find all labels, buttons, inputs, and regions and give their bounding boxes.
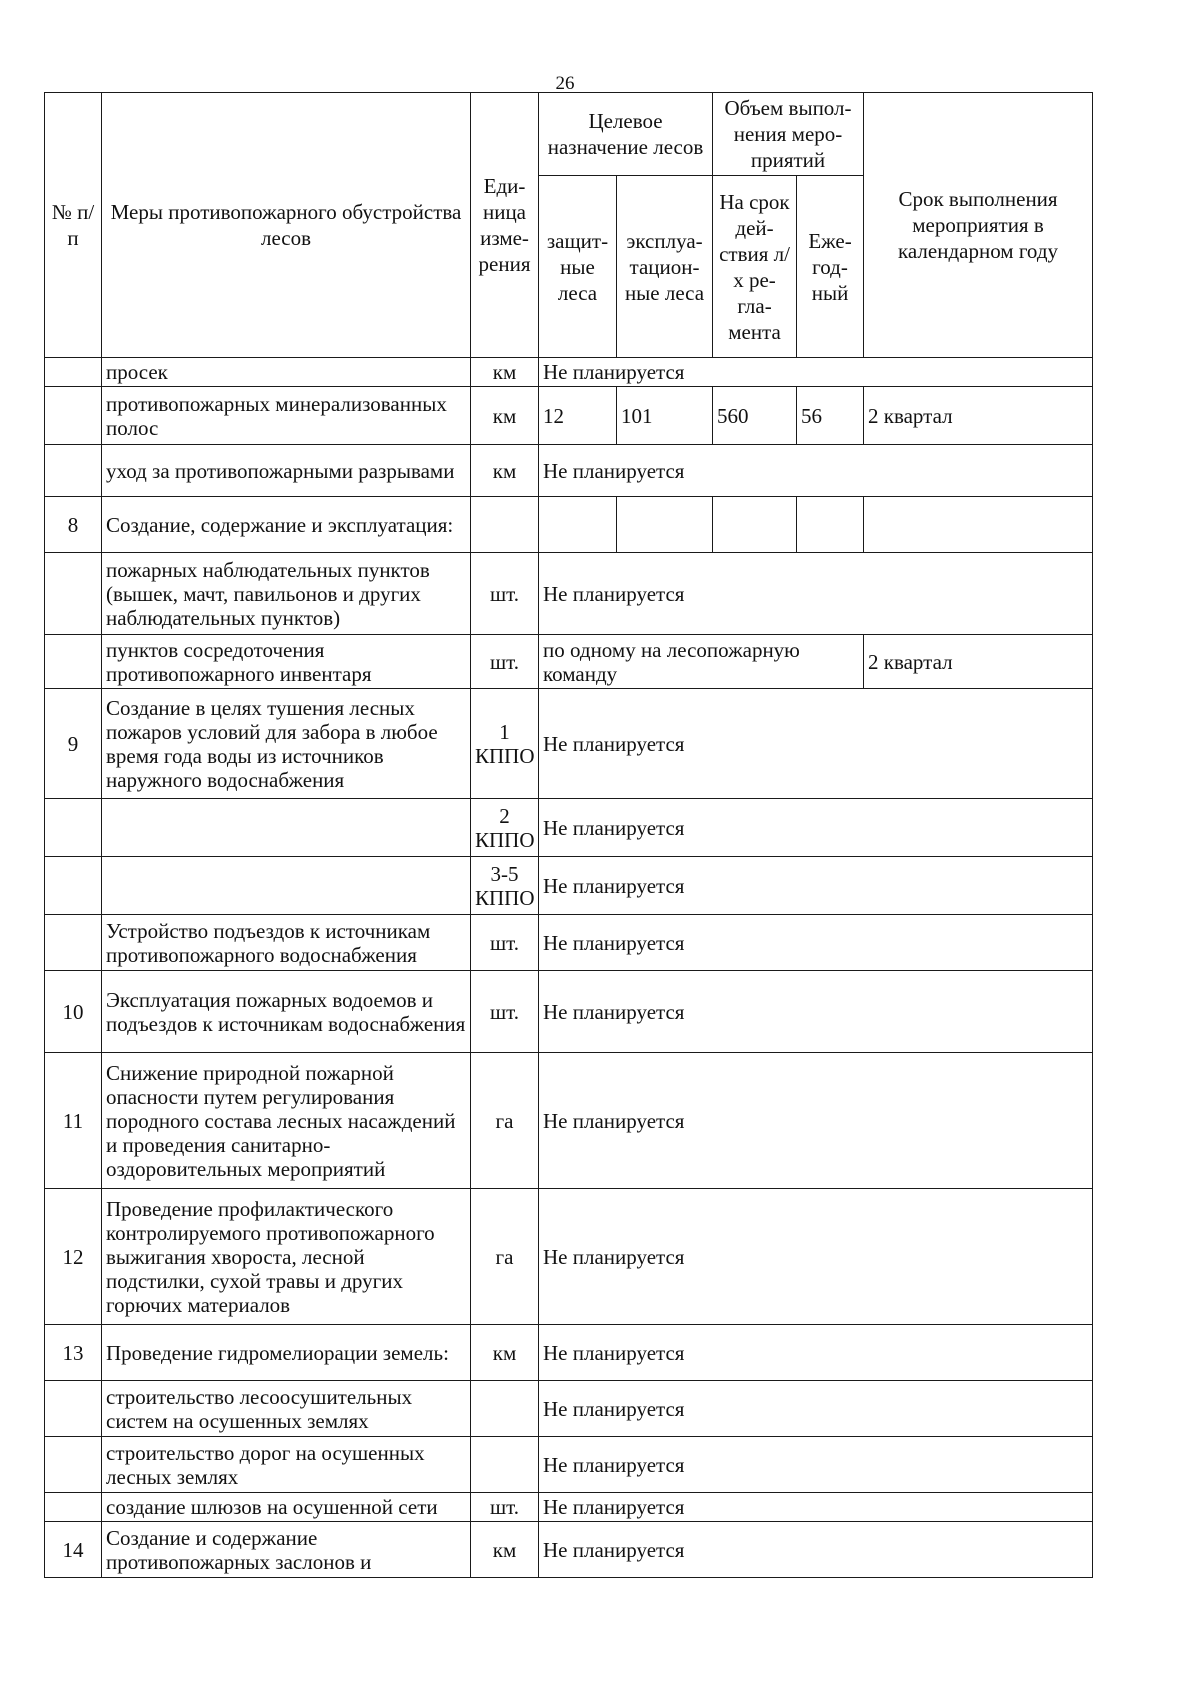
measure-name: просек: [102, 358, 471, 387]
row-number: 9: [45, 689, 102, 799]
unit: шт.: [471, 971, 539, 1053]
status: Не планируется: [539, 1493, 1093, 1522]
measure-name: Создание в целях тушения лесных пожаров условий для забора в любое время года воды из источников наружного водоснабжения: [102, 689, 471, 799]
status: Не планируется: [539, 445, 1093, 497]
status: Не планируется: [539, 689, 1093, 799]
header-exploitation: эксплуа-тацион-ные леса: [617, 176, 713, 358]
measure-name: Создание, содержание и эксплуатация:: [102, 497, 471, 553]
table-row: [45, 1437, 1093, 1493]
measure-name: Устройство подъездов к источникам противопожарного водоснабжения: [102, 915, 471, 971]
header-measures: Меры противопожарного обустройства лесов: [102, 93, 471, 358]
measure-name: противопожарных минерализованных полос: [102, 387, 471, 445]
measure-name: уход за противопожарными разрывами: [102, 445, 471, 497]
status: Не планируется: [539, 553, 1093, 635]
table-row: [45, 1381, 1093, 1437]
measure-name: Создание и содержание противопожарных заслонов и: [102, 1522, 471, 1578]
table-row: [45, 497, 1093, 553]
table-row: [45, 635, 1093, 689]
table-row: [45, 799, 1093, 857]
table-row: [45, 857, 1093, 915]
header-unit: Еди-ница изме-рения: [471, 93, 539, 358]
measure-name: создание шлюзов на осушенной сети: [102, 1493, 471, 1522]
header-purpose: Целевое назначение лесов: [539, 93, 713, 176]
unit: шт.: [471, 915, 539, 971]
header-row-top: [45, 93, 1093, 176]
table-row: [45, 1325, 1093, 1381]
measure-name: строительство дорог на осушенных лесных землях: [102, 1437, 471, 1493]
unit: 3-5 КППО: [471, 857, 539, 915]
row-number: 11: [45, 1053, 102, 1189]
unit: шт.: [471, 635, 539, 689]
value-term: 560: [713, 387, 797, 445]
table-row: [45, 1522, 1093, 1578]
status: Не планируется: [539, 1437, 1093, 1493]
header-volume: Объем выпол-нения меро-приятий: [713, 93, 864, 176]
status: Не планируется: [539, 358, 1093, 387]
unit: шт.: [471, 553, 539, 635]
unit: км: [471, 1325, 539, 1381]
table-row: [45, 1053, 1093, 1189]
row-number: 14: [45, 1522, 102, 1578]
table-row: [45, 553, 1093, 635]
status: Не планируется: [539, 915, 1093, 971]
header-protective: защит-ные леса: [539, 176, 617, 358]
value-annual: 56: [797, 387, 864, 445]
header-num: № п/п: [45, 93, 102, 358]
measure-name: Проведение гидромелиорации земель:: [102, 1325, 471, 1381]
unit: км: [471, 358, 539, 387]
measure-name: Проведение профилактического контролируемого противопожарного выжигания хвороста, лесной подстилки, сухой травы и других горючих материалов: [102, 1189, 471, 1325]
unit: км: [471, 445, 539, 497]
status: Не планируется: [539, 971, 1093, 1053]
value-protective: 12: [539, 387, 617, 445]
page-number: 26: [555, 73, 575, 94]
fire-measures-table: [44, 92, 1093, 1578]
status: Не планируется: [539, 1522, 1093, 1578]
status: Не планируется: [539, 1053, 1093, 1189]
status: Не планируется: [539, 1325, 1093, 1381]
measure-name: строительство лесоосушительных систем на осушенных землях: [102, 1381, 471, 1437]
row-number: 8: [45, 497, 102, 553]
status: Не планируется: [539, 1189, 1093, 1325]
status: Не планируется: [539, 857, 1093, 915]
measure-name: Эксплуатация пожарных водоемов и подъездов к источникам водоснабжения: [102, 971, 471, 1053]
header-deadline: Срок выполнения мероприятия в календарном году: [864, 93, 1093, 358]
deadline: 2 квартал: [864, 635, 1093, 689]
table-row: [45, 1493, 1093, 1522]
unit: 1 КППО: [471, 689, 539, 799]
measure-name: пунктов сосредоточения противопожарного инвентаря: [102, 635, 471, 689]
unit: км: [471, 1522, 539, 1578]
unit: км: [471, 387, 539, 445]
unit: га: [471, 1189, 539, 1325]
status: по одному на лесопожарную команду: [539, 635, 864, 689]
table-row: [45, 971, 1093, 1053]
value-exploitation: 101: [617, 387, 713, 445]
unit: 2 КППО: [471, 799, 539, 857]
table-row: [45, 689, 1093, 799]
header-term: На срок дей-ствия л/х ре-гла-мента: [713, 176, 797, 358]
status: Не планируется: [539, 799, 1093, 857]
row-number: 12: [45, 1189, 102, 1325]
table-row: [45, 445, 1093, 497]
table-row: [45, 1189, 1093, 1325]
row-number: 13: [45, 1325, 102, 1381]
table-row: [45, 358, 1093, 387]
deadline: 2 квартал: [864, 387, 1093, 445]
unit: шт.: [471, 1493, 539, 1522]
header-annual: Еже-год-ный: [797, 176, 864, 358]
table-row: [45, 387, 1093, 445]
table-row: [45, 915, 1093, 971]
measure-name: Снижение природной пожарной опасности путем регулирования породного состава лесных насаждений и проведения санитарно-оздоровительных мероприятий: [102, 1053, 471, 1189]
unit: га: [471, 1053, 539, 1189]
row-number: 10: [45, 971, 102, 1053]
status: Не планируется: [539, 1381, 1093, 1437]
measure-name: пожарных наблюдательных пунктов (вышек, мачт, павильонов и других наблюдательных пунктов): [102, 553, 471, 635]
